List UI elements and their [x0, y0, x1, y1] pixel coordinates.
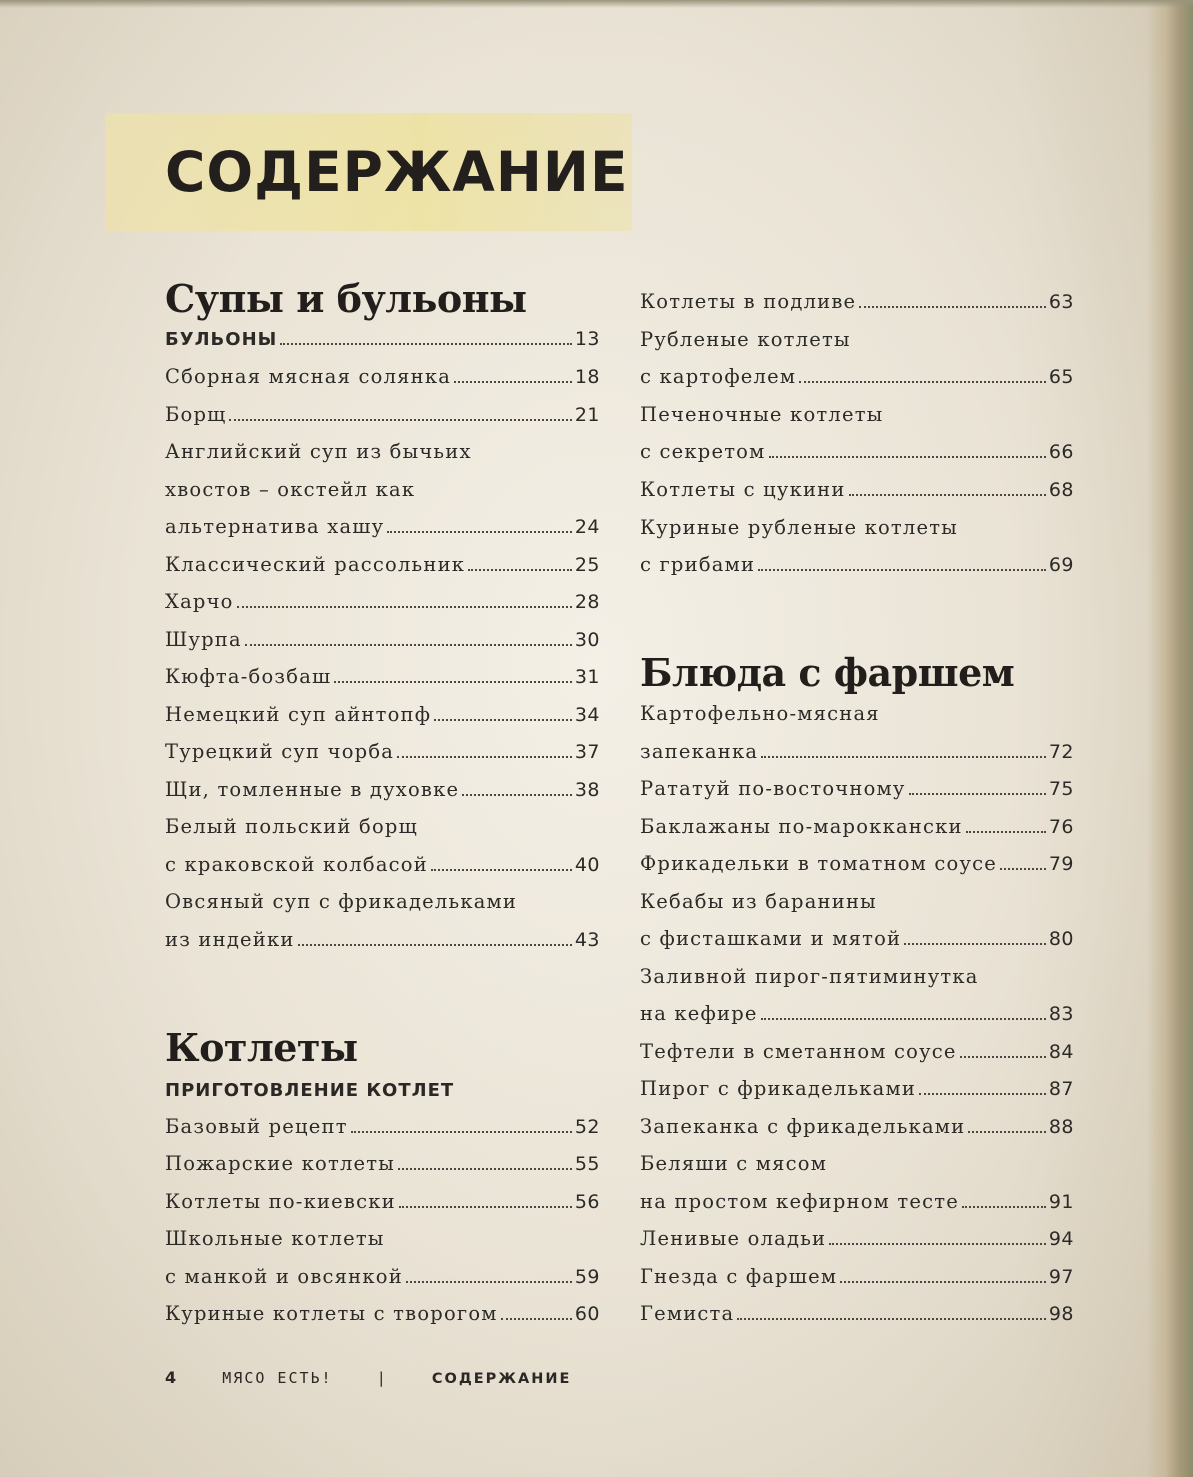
toc-entry[interactable] [640, 1077, 1074, 1107]
leader-dots [859, 290, 1046, 308]
toc-entry[interactable] [165, 553, 600, 583]
toc-entry[interactable] [640, 1040, 1074, 1070]
toc-entry[interactable] [640, 852, 1074, 882]
leader-dots [237, 590, 572, 608]
leader-dots [387, 515, 572, 533]
leader-dots [397, 740, 572, 758]
toc-entry-title: альтернатива хашу [165, 515, 385, 538]
page-footer [165, 1368, 571, 1387]
toc-entry-page: 37 [574, 741, 600, 763]
toc-entry-title: Школьные котлеты [165, 1227, 385, 1251]
leader-dots [904, 927, 1046, 945]
toc-entry-page: 56 [574, 1190, 600, 1213]
toc-entry-title: Пожарские котлеты [165, 1152, 395, 1176]
toc-entry[interactable] [165, 403, 600, 433]
leader-dots [737, 1302, 1045, 1320]
toc-entry-title: Баклажаны по-мароккански [640, 814, 963, 838]
section-heading-soups: Супы и бульоны [165, 276, 527, 321]
toc-entry [165, 440, 600, 470]
toc-entry-page: 84 [1048, 1040, 1074, 1063]
leader-dots [758, 553, 1046, 571]
toc-entry-page: 66 [1048, 441, 1074, 464]
footer-section: СОДЕРЖАНИЕ [431, 1371, 572, 1387]
leader-dots [399, 1190, 572, 1208]
toc-entry [640, 890, 1074, 920]
page-number: 4 [165, 1368, 179, 1387]
toc-entry-page: 21 [574, 403, 600, 426]
toc-entry-title: Рататуй по-восточному [640, 777, 906, 800]
toc-entry-title: Фрикадельки в томатном соусе [640, 852, 997, 875]
leader-dots [229, 403, 571, 421]
toc-entry-page: 72 [1048, 740, 1074, 763]
toc-entry [640, 965, 1074, 995]
toc-entry-page: 18 [574, 366, 600, 388]
toc-entry[interactable] [640, 1002, 1074, 1032]
leader-dots [1000, 852, 1046, 870]
leader-dots [761, 740, 1046, 758]
toc-entry[interactable] [640, 1227, 1074, 1257]
toc-entry[interactable] [640, 553, 1074, 583]
toc-entry-page: 31 [574, 666, 600, 688]
toc-entry-title: Щи, томленные в духовке [165, 777, 460, 801]
toc-entry[interactable] [640, 927, 1074, 957]
leader-dots [434, 703, 572, 721]
leader-dots [334, 665, 571, 683]
toc-entry [640, 403, 1074, 433]
leader-dots [968, 1115, 1045, 1133]
toc-entry[interactable] [640, 365, 1074, 395]
leader-dots [960, 1040, 1046, 1058]
toc-entry [640, 328, 1074, 358]
toc-entry[interactable] [640, 815, 1074, 845]
toc-entry-page: 80 [1048, 928, 1074, 950]
toc-entry [165, 1227, 600, 1257]
page-top-edge [0, 0, 1193, 8]
toc-entry-page: 79 [1048, 853, 1074, 875]
footer-separator: | [376, 1369, 388, 1387]
leader-dots [769, 440, 1046, 458]
toc-entry-title: на простом кефирном тесте [640, 1189, 960, 1213]
toc-entry-title: Котлеты с цукини [640, 478, 846, 501]
toc-entry[interactable] [165, 1115, 600, 1145]
toc-entry-page: 91 [1048, 1190, 1074, 1213]
toc-entry[interactable] [165, 1152, 600, 1182]
toc-entry-title: с краковской колбасой [165, 852, 428, 876]
toc-entry-title: на кефире [640, 1002, 758, 1025]
toc-entry-title: Печеночные котлеты [640, 402, 884, 426]
toc-entry-title: БУЛЬОНЫ [165, 329, 278, 350]
toc-entry-page: 94 [1048, 1228, 1074, 1250]
toc-entry-title: хвостов – окстейл как [165, 477, 416, 501]
leader-dots [245, 628, 572, 646]
toc-entry-title: Гнезда с фаршем [640, 1264, 838, 1288]
leader-dots [454, 365, 572, 383]
toc-entry-page: 55 [574, 1153, 600, 1176]
section-heading-cutlets: Котлеты [165, 1025, 358, 1070]
toc-entry-page: 98 [1048, 1303, 1074, 1325]
toc-entry-page: 63 [1048, 291, 1074, 313]
toc-entry [165, 815, 600, 845]
leader-dots [351, 1115, 572, 1133]
toc-entry-title: Овсяный суп с фрикадельками [165, 890, 518, 913]
toc-entry[interactable] [165, 365, 600, 395]
toc-entry-title: Немецкий суп айнтопф [165, 702, 432, 726]
toc-entry[interactable] [640, 1265, 1074, 1295]
toc-entry[interactable] [165, 628, 600, 658]
toc-entry[interactable] [165, 853, 600, 883]
toc-entry-page: 60 [574, 1303, 600, 1325]
toc-entry-title: с фисташками и мятой [640, 927, 902, 950]
toc-entry-title: Классический рассольник [165, 552, 466, 576]
toc-entry-page: 65 [1048, 366, 1074, 389]
toc-entry[interactable] [165, 327, 600, 357]
toc-entry-title: Харчо [165, 590, 234, 613]
toc-entry [165, 478, 600, 508]
leader-dots [468, 553, 572, 571]
toc-entry-page: 52 [574, 1116, 600, 1138]
toc-entry-page: 34 [574, 703, 600, 726]
toc-entry-title: Шурпа [165, 627, 242, 651]
toc-entry-page: 28 [574, 591, 600, 613]
toc-entry-title: Беляши с мясом [640, 1152, 828, 1175]
toc-entry[interactable] [165, 703, 600, 733]
toc-entry-title: Котлеты в подливе [640, 290, 857, 313]
leader-dots [849, 478, 1046, 496]
toc-entry-title: Кюфта-бозбаш [165, 665, 332, 688]
toc-entry[interactable] [165, 1190, 600, 1220]
toc-entry-title: Куриные рубленые котлеты [640, 515, 958, 539]
page-title: СОДЕРЖАНИЕ [165, 140, 629, 204]
toc-entry-page: 87 [1048, 1078, 1074, 1100]
toc-entry[interactable] [640, 777, 1074, 807]
leader-dots [431, 853, 572, 871]
toc-entry-page: 40 [574, 853, 600, 876]
toc-entry-page: 25 [574, 553, 600, 576]
toc-entry-title: с грибами [640, 553, 756, 577]
toc-entry-title: Кебабы из баранины [640, 889, 877, 913]
toc-entry-page: 69 [1048, 554, 1074, 577]
toc-entry-title: Рубленые котлеты [640, 327, 851, 351]
toc-entry-title: Пирог с фрикадельками [640, 1077, 917, 1100]
toc-entry-title: Ленивые оладьи [640, 1227, 827, 1250]
toc-entry-page: 43 [574, 928, 600, 951]
toc-entry[interactable] [165, 1302, 600, 1332]
toc-entry [640, 1152, 1074, 1182]
toc-entry-title: Турецкий суп чорба [165, 740, 395, 763]
toc-entry-page: 76 [1048, 815, 1074, 838]
toc-entry-page: 88 [1048, 1115, 1074, 1138]
toc-entry-title: Базовый рецепт [165, 1115, 348, 1138]
toc-entry-page: 24 [574, 516, 600, 538]
toc-entry[interactable] [165, 778, 600, 808]
toc-entry-title: Куриные котлеты с творогом [165, 1302, 498, 1325]
toc-entry-title: из индейки [165, 927, 295, 951]
toc-entry-title: Гемиста [640, 1302, 735, 1325]
toc-entry-page: 13 [574, 328, 600, 350]
toc-entry-page: 83 [1048, 1003, 1074, 1025]
toc-entry-page: 97 [1048, 1265, 1074, 1288]
leader-dots [909, 777, 1046, 795]
toc-entry[interactable] [165, 590, 600, 620]
toc-entry [165, 890, 600, 920]
toc-entry[interactable] [640, 1115, 1074, 1145]
subsection-heading-cutlets: ПРИГОТОВЛЕНИЕ КОТЛЕТ [165, 1080, 455, 1101]
toc-entry[interactable] [640, 1302, 1074, 1332]
toc-entry-page: 75 [1048, 778, 1074, 800]
toc-entry[interactable] [640, 1190, 1074, 1220]
toc-entry[interactable] [640, 740, 1074, 770]
toc-entry-title: Тефтели в сметанном соусе [640, 1039, 957, 1063]
toc-entry-title: Английский суп из бычьих [165, 440, 472, 463]
leader-dots [966, 815, 1046, 833]
book-title: МЯСО ЕСТЬ! [222, 1369, 333, 1387]
toc-entry-page: 59 [574, 1265, 600, 1288]
toc-entry-page: 68 [1048, 479, 1074, 501]
leader-dots [799, 365, 1046, 383]
leader-dots [962, 1190, 1046, 1208]
toc-entry[interactable] [640, 478, 1074, 508]
toc-entry [640, 516, 1074, 546]
toc-entry-title: с секретом [640, 440, 766, 464]
toc-entry-page: 30 [574, 628, 600, 651]
toc-entry[interactable] [165, 928, 600, 958]
toc-entry-title: Запеканка с фрикадельками [640, 1114, 966, 1138]
toc-entry[interactable] [640, 440, 1074, 470]
toc-entry[interactable] [640, 290, 1074, 320]
leader-dots [919, 1077, 1046, 1095]
toc-entry-title: Заливной пирог-пятиминутка [640, 964, 979, 988]
leader-dots [829, 1227, 1046, 1245]
leader-dots [501, 1302, 572, 1320]
leader-dots [462, 778, 572, 796]
toc-entry-title: Картофельно-мясная [640, 702, 880, 725]
toc-entry-title: с картофелем [640, 365, 797, 389]
toc-entry-title: Белый польский борщ [165, 815, 418, 838]
leader-dots [280, 327, 572, 345]
leader-dots [398, 1152, 572, 1170]
toc-entry[interactable] [165, 665, 600, 695]
toc-entry[interactable] [165, 740, 600, 770]
leader-dots [761, 1002, 1046, 1020]
leader-dots [840, 1265, 1046, 1283]
toc-entry-page: 38 [574, 778, 600, 801]
toc-entry-title: с манкой и овсянкой [165, 1264, 403, 1288]
toc-entry-title: Котлеты по-киевски [165, 1189, 396, 1213]
toc-entry-title: Сборная мясная солянка [165, 365, 452, 388]
section-heading-mince: Блюда с фаршем [640, 650, 1015, 695]
toc-entry [640, 702, 1074, 732]
toc-entry-title: запеканка [640, 739, 759, 763]
toc-entry-title: Борщ [165, 402, 227, 426]
page-edge [1147, 0, 1193, 1477]
leader-dots [298, 928, 572, 946]
leader-dots [406, 1265, 572, 1283]
toc-entry[interactable] [165, 1265, 600, 1295]
toc-entry[interactable] [165, 515, 600, 545]
